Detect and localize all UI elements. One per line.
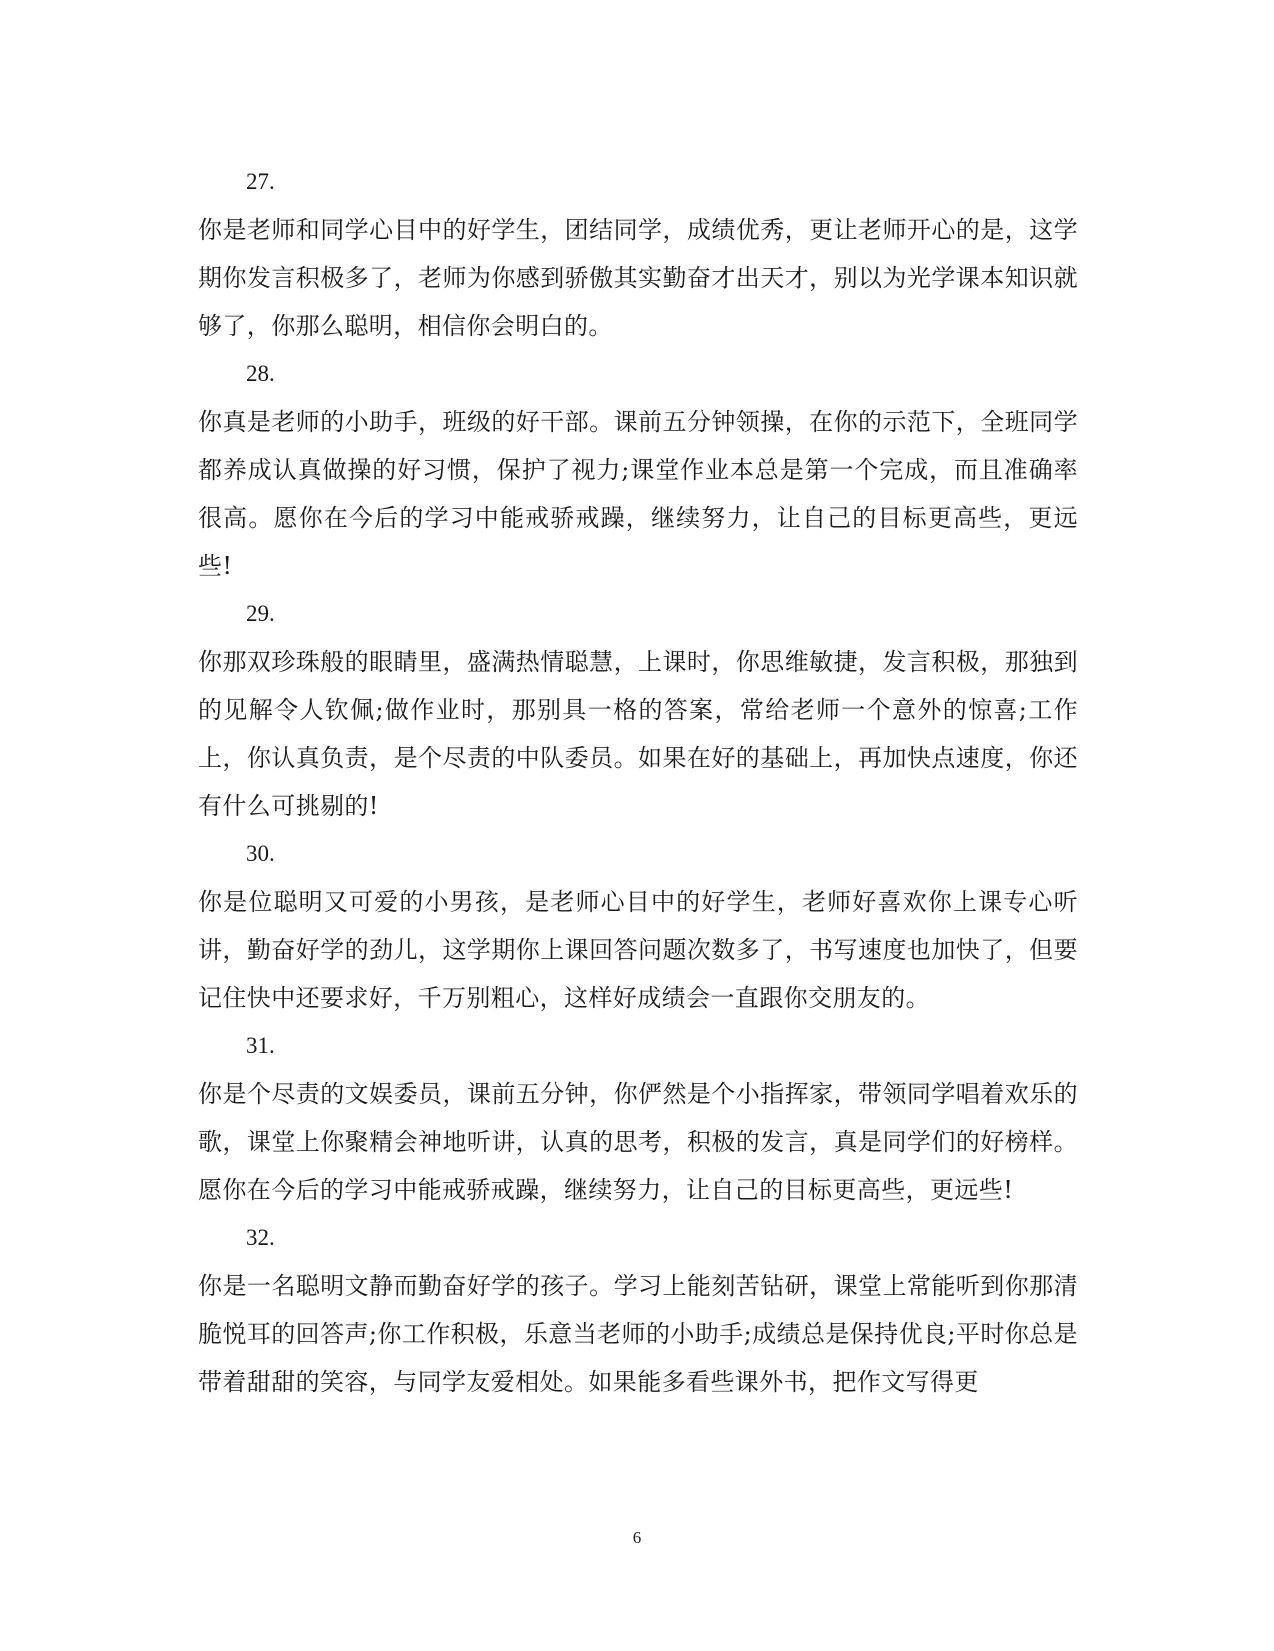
entry-text: 你是一名聪明文静而勤奋好学的孩子。学习上能刻苦钻研，课堂上常能听到你那清脆悦耳的回答声;你工作积极，乐意当老师的小助手;成绩总是保持优良;平时你总是带着甜甜的笑容，与同学友爱相处。如果能多看些课外书，把作文写得更	[198, 1272, 1078, 1396]
entry-number: 27.	[246, 169, 275, 194]
entry	[198, 830, 1078, 1022]
entry-text: 你那双珍珠般的眼睛里，盛满热情聪慧，上课时，你思维敏捷，发言积极，那独到的见解令人钦佩;做作业时，那别具一格的答案，常给老师一个意外的惊喜;工作上，你认真负责，是个尽责的中队委员。如果在好的基础上，再加快点速度，你还有什么可挑剔的!	[198, 648, 1078, 820]
entry-text: 你是位聪明又可爱的小男孩，是老师心目中的好学生，老师好喜欢你上课专心听讲，勤奋好学的劲儿，这学期你上课回答问题次数多了，书写速度也加快了，但要记住快中还要求好，千万别粗心，这样好成绩会一直跟你交朋友的。	[198, 888, 1078, 1012]
document-body	[198, 158, 1078, 1406]
entry-text: 你是个尽责的文娱委员，课前五分钟，你俨然是个小指挥家，带领同学唱着欢乐的歌，课堂上你聚精会神地听讲，认真的思考，积极的发言，真是同学们的好榜样。愿你在今后的学习中能戒骄戒躁，继续努力，让自己的目标更高些，更远些!	[198, 1080, 1078, 1204]
entry	[198, 158, 1078, 350]
entry	[198, 1022, 1078, 1214]
entry-number: 32.	[246, 1225, 275, 1250]
entry	[198, 1214, 1078, 1406]
entry	[198, 590, 1078, 830]
entry-number: 28.	[246, 361, 275, 386]
page-number: 6	[632, 1528, 642, 1547]
entry	[198, 350, 1078, 590]
entry-number: 29.	[246, 601, 275, 626]
entry-number: 31.	[246, 1033, 275, 1058]
entry-text: 你真是老师的小助手，班级的好干部。课前五分钟领操，在你的示范下，全班同学都养成认真做操的好习惯，保护了视力;课堂作业本总是第一个完成，而且准确率很高。愿你在今后的学习中能戒骄戒躁，继续努力，让自己的目标更高些，更远些!	[198, 408, 1078, 580]
entry-text: 你是老师和同学心目中的好学生，团结同学，成绩优秀，更让老师开心的是，这学期你发言积极多了，老师为你感到骄傲其实勤奋才出天才，别以为光学课本知识就够了，你那么聪明，相信你会明白的。	[198, 216, 1078, 340]
entry-number: 30.	[246, 841, 275, 866]
